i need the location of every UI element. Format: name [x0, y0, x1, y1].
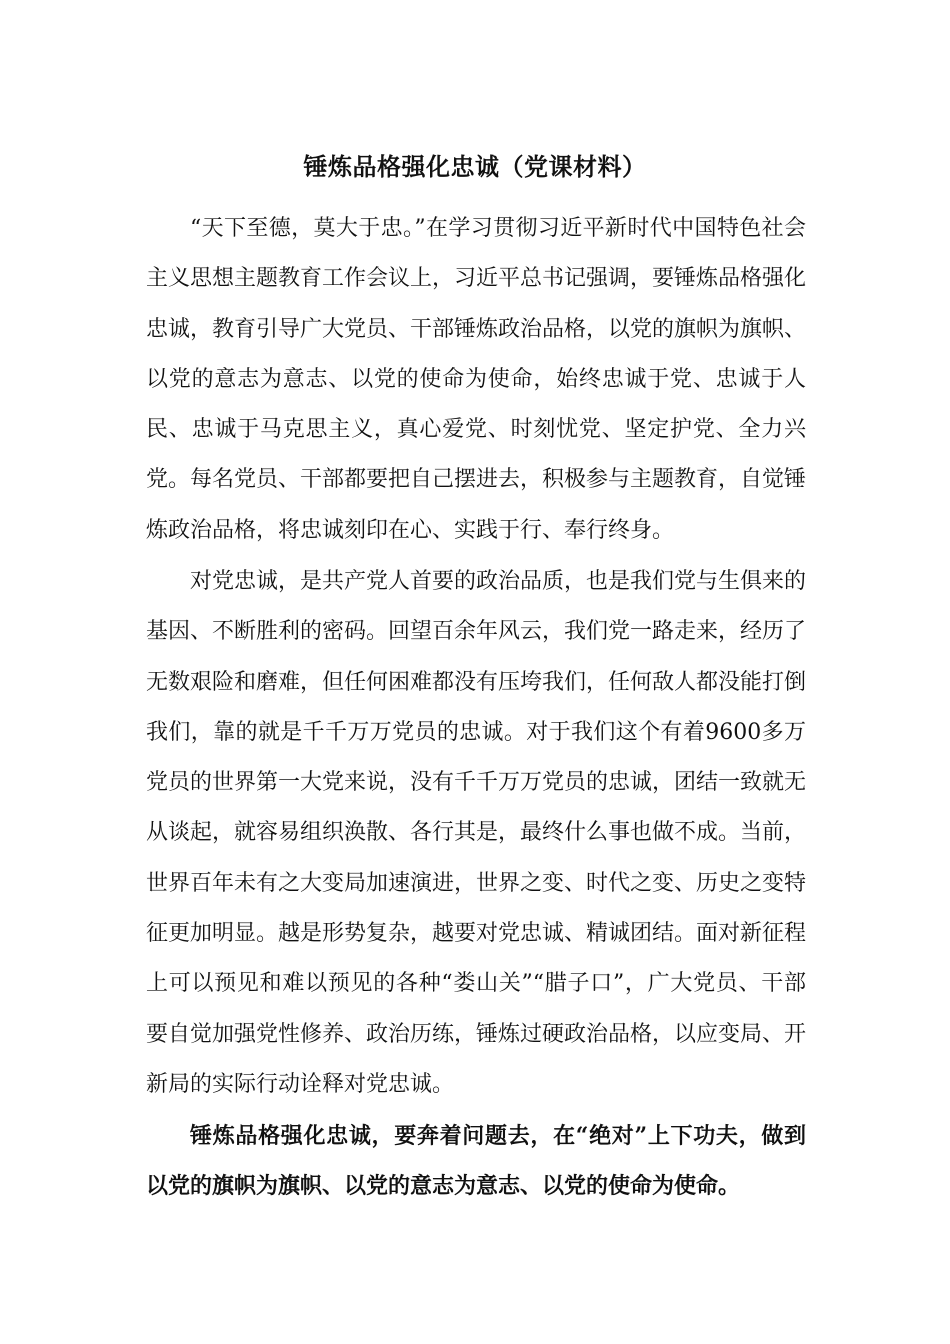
paragraph-key-point: 锤炼品格强化忠诚，要奔着问题去，在“绝对”上下功夫，做到以党的旗帜为旗帜、以党的意志为意志、以党的使命为使命。	[146, 1123, 806, 1200]
document-title: 锤炼品格强化忠诚（党课材料）	[303, 152, 647, 181]
paragraph-loyalty: 对党忠诚，是共产党人首要的政治品质，也是我们党与生俱来的基因、不断胜利的密码。回望百余年风云，我们党一路走来，经历了无数艰险和磨难，但任何困难都没有压垮我们，任何敌人都没能打倒我们，靠的就是千千万万党员的忠诚。对于我们这个有着9600多万党员的世界第一大党来说，没有千千万万党员的忠诚，团结一致就无从谈起，就容易组织涣散、各行其是，最终什么事也做不成。当前，世界百年未有之大变局加速演进，世界之变、时代之变、历史之变特征更加明显。越是形势复杂，越要对党忠诚、精诚团结。面对新征程上可以预见和难以预见的各种“娄山关”“腊子口”，广大党员、干部要自觉加强党性修养、政治历练，锤炼过硬政治品格，以应变局、开新局的实际行动诠释对党忠诚。	[146, 569, 807, 1097]
paragraph-intro: “天下至德，莫大于忠。”在学习贯彻习近平新时代中国特色社会主义思想主题教育工作会议上，习近平总书记强调，要锤炼品格强化忠诚，教育引导广大党员、干部锤炼政治品格，以党的旗帜为旗帜、以党的意志为意志、以党的使命为使命，始终忠诚于党、忠诚于人民、忠诚于马克思主义，真心爱党、时刻忧党、坚定护党、全力兴党。每名党员、干部都要把自己摆进去，积极参与主题教育，自觉锤炼政治品格，将忠诚刻印在心、实践于行、奉行终身。	[146, 216, 807, 543]
